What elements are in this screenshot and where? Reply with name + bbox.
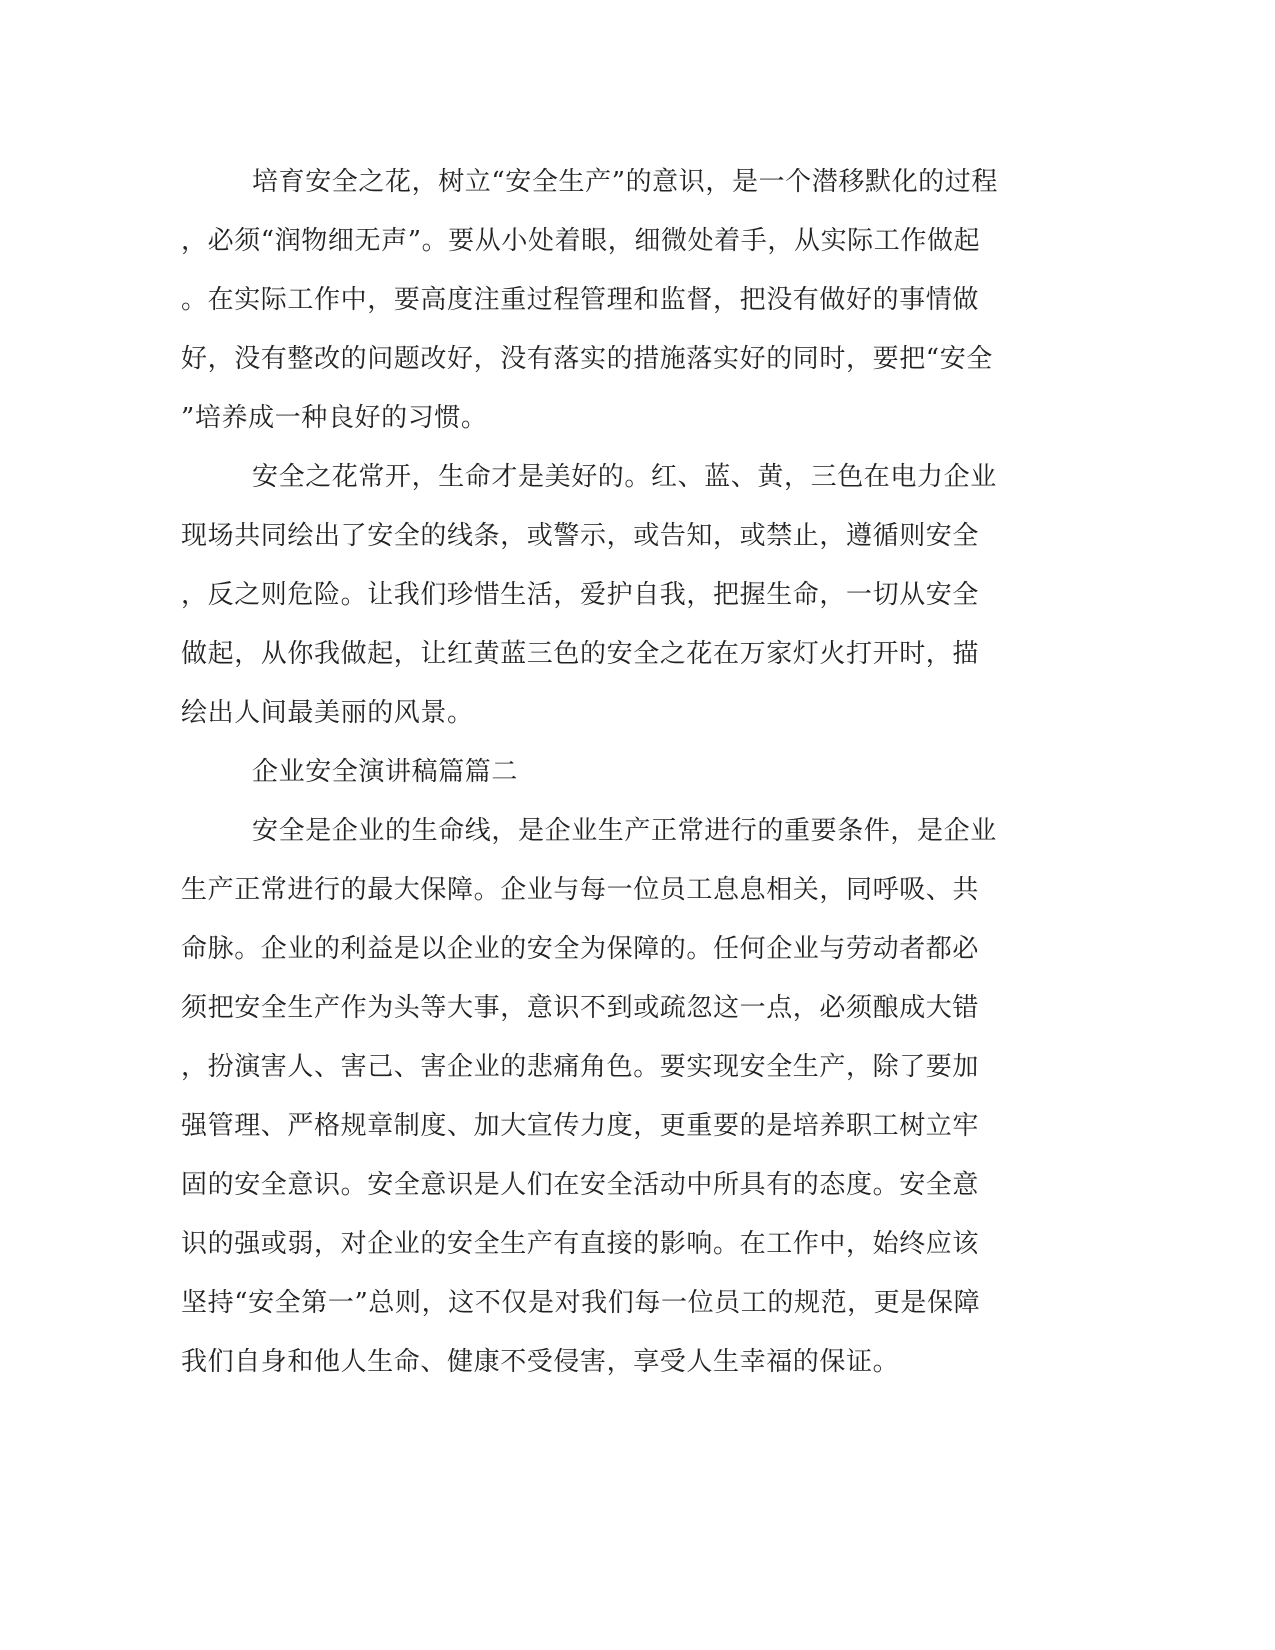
- paragraph-3-line-9: 坚持“安全第一”总则，这不仅是对我们每一位员工的规范，更是保障: [181, 1288, 981, 1318]
- section-heading: 企业安全演讲稿篇篇二: [252, 757, 519, 787]
- paragraph-3-line-2: 生产正常进行的最大保障。企业与每一位员工息息相关，同呼吸、共: [181, 875, 980, 905]
- paragraph-1-line-1: 培育安全之花，树立“安全生产”的意识，是一个潜移默化的过程: [252, 167, 998, 197]
- paragraph-3-line-1: 安全是企业的生命线，是企业生产正常进行的重要条件，是企业: [252, 816, 997, 846]
- paragraph-3-line-3: 命脉。企业的利益是以企业的安全为保障的。任何企业与劳动者都必: [181, 934, 980, 964]
- paragraph-2-line-5: 绘出人间最美丽的风景。: [181, 698, 474, 728]
- paragraph-1-line-2: ，必须“润物细无声”。要从小处着眼，细微处着手，从实际工作做起: [181, 226, 981, 256]
- paragraph-3-line-7: 固的安全意识。安全意识是人们在安全活动中所具有的态度。安全意: [181, 1170, 980, 1200]
- paragraph-2-line-4: 做起，从你我做起，让红黄蓝三色的安全之花在万家灯火打开时，描: [181, 639, 980, 669]
- document-body: [181, 153, 1024, 1392]
- paragraph-3-line-6: 强管理、严格规章制度、加大宣传力度，更重要的是培养职工树立牢: [181, 1111, 980, 1141]
- paragraph-2-line-1: 安全之花常开，生命才是美好的。红、蓝、黄，三色在电力企业: [252, 462, 997, 492]
- paragraph-2-line-2: 现场共同绘出了安全的线条，或警示，或告知，或禁止，遵循则安全: [181, 521, 980, 551]
- paragraph-1-line-4: 好，没有整改的问题改好，没有落实的措施落实好的同时，要把“安全: [181, 344, 993, 374]
- paragraph-2-line-3: ，反之则危险。让我们珍惜生活，爱护自我，把握生命，一切从安全: [181, 580, 980, 610]
- paragraph-3-line-8: 识的强或弱，对企业的安全生产有直接的影响。在工作中，始终应该: [181, 1229, 980, 1259]
- paragraph-3-line-5: ，扮演害人、害己、害企业的悲痛角色。要实现安全生产，除了要加: [181, 1052, 980, 1082]
- paragraph-1-line-5: ”培养成一种良好的习惯。: [181, 403, 488, 433]
- paragraph-3-line-10: 我们自身和他人生命、健康不受侵害，享受人生幸福的保证。: [181, 1347, 900, 1377]
- paragraph-3-line-4: 须把安全生产作为头等大事，意识不到或疏忽这一点，必须酿成大错: [181, 993, 980, 1023]
- paragraph-1-line-3: 。在实际工作中，要高度注重过程管理和监督，把没有做好的事情做: [181, 285, 980, 315]
